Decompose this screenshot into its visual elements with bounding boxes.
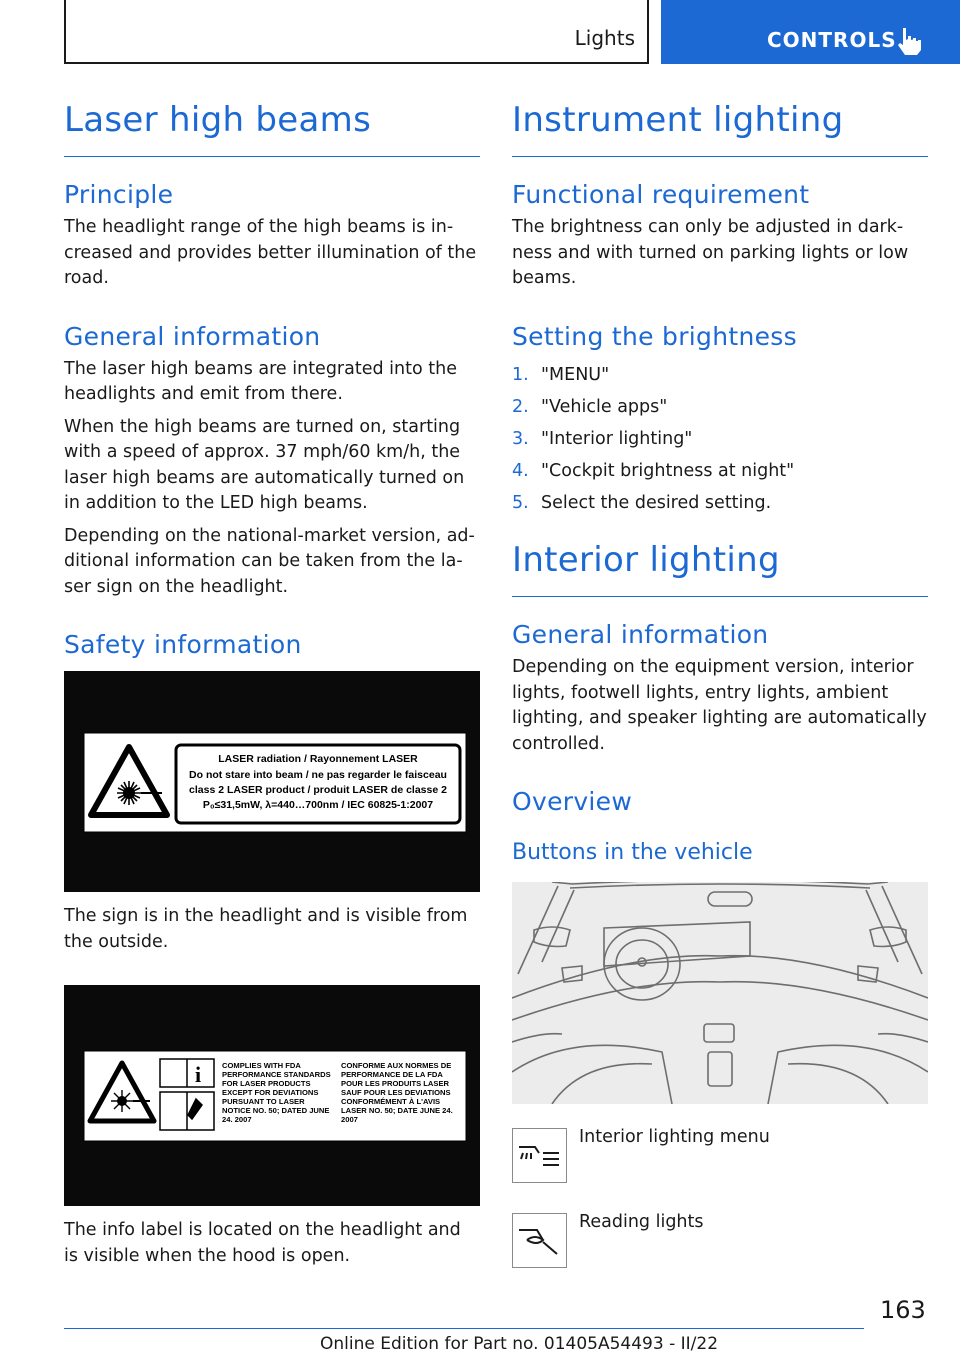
heading-overview: Overview — [512, 787, 633, 816]
info-label-fr-6: LASER NO. 50; DATE JUNE 24. — [341, 1106, 453, 1115]
info-label-en-5: PURSUANT TO LASER — [222, 1097, 305, 1106]
section-title-interior-lighting: Interior lighting — [512, 536, 928, 597]
laser-label-line-4: P₀≤31,5mW, λ=440…700nm / IEC 60825-1:2007 — [202, 799, 434, 811]
laser-info-label-image — [64, 985, 480, 1206]
info-label-en-3: FOR LASER PRODUCTS — [222, 1079, 311, 1088]
info-label-en-1: COMPLIES WITH FDA — [222, 1061, 301, 1070]
heading-buttons-in-vehicle: Buttons in the vehicle — [512, 840, 753, 865]
heading-general-information: General information — [64, 321, 321, 351]
heading-setting-brightness: Setting the brightness — [512, 321, 797, 351]
info-label-en-7: 24. 2007 — [222, 1115, 252, 1124]
info-label-fr-5: CONFORMÉMENT À L'AVIS — [341, 1097, 441, 1106]
step-item: 2. "Vehicle apps" — [512, 396, 668, 417]
info-label-en-4: EXCEPT FOR DEVIATIONS — [222, 1088, 319, 1097]
step-item: 4. "Cockpit brightness at night" — [512, 460, 795, 481]
laser-label-line-1: LASER radiation / Rayonnement LASER — [218, 753, 418, 765]
heading-functional-requirement: Functional requirement — [512, 180, 810, 209]
left-column — [64, 96, 480, 1276]
laser-warning-sign-image — [64, 671, 480, 892]
button-reading-lights-row — [512, 1205, 928, 1268]
interior-lighting-menu-label: Interior lighting menu — [579, 1127, 770, 1147]
info-label-en-6: NOTICE NO. 50; DATED JUNE — [222, 1106, 330, 1115]
footer-divider — [64, 1328, 864, 1329]
step-item: 1. "MENU" — [512, 364, 610, 385]
info-label-fr-4: SAUF POUR LES DEVIATIONS — [341, 1088, 451, 1097]
step-item: 3. "Interior lighting" — [512, 428, 693, 449]
hand-pointer-icon — [895, 26, 923, 56]
general-paragraph-1: The laser high beams are integrated into the headlights and emit from there. — [64, 358, 457, 404]
section-title-instrument-lighting: Instrument lighting — [512, 96, 928, 157]
heading-principle: Principle — [64, 180, 174, 209]
header-chapter-tab — [661, 0, 960, 64]
button-interior-lighting-menu-row — [512, 1120, 928, 1183]
general-paragraph-3: Depending on the national-market version, ad-ditional information can be taken from the la-ser sign on the headlight. — [64, 525, 475, 597]
section-title-laser-high-beams: Laser high beams — [64, 96, 480, 157]
reading-lights-label: Reading lights — [579, 1212, 704, 1232]
laser-sign-caption: The sign is in the headlight and is visible from the outside. — [64, 906, 468, 952]
laser-label-line-2: Do not stare into beam / ne pas regarder le faisceau — [189, 769, 447, 781]
svg-text:i: i — [194, 1062, 202, 1087]
header-chapter-title: CONTROLS — [767, 28, 897, 52]
footer-edition-text: Online Edition for Part no. 01405A54493 - II/22 — [320, 1334, 719, 1354]
header-section-tab — [64, 0, 649, 64]
brightness-steps-list — [512, 363, 928, 517]
info-label-fr-1: CONFORME AUX NORMES DE — [341, 1061, 452, 1070]
heading-safety-information: Safety information — [64, 630, 302, 659]
header-section-title: Lights — [574, 26, 635, 50]
laser-label-line-3: class 2 LASER product / produit LASER de classe 2 — [189, 784, 447, 796]
functional-requirement-text: The brightness can only be adjusted in dark-ness and with turned on parking lights or low beams. — [512, 217, 909, 288]
right-column — [512, 96, 928, 1290]
reading-light-icon — [512, 1213, 567, 1268]
heading-interior-general-information: General information — [512, 620, 769, 649]
interior-general-text: Depending on the equipment version, interior lights, footwell lights, entry lights, ambient lighting, and speaker lighting are automatically controlled. — [512, 657, 927, 754]
info-label-fr-3: POUR LES PRODUITS LASER — [341, 1079, 450, 1088]
info-label-caption: The info label is located on the headlight and is visible when the hood is open. — [64, 1220, 461, 1266]
principle-text: The headlight range of the high beams is in-creased and provides better illumination of the road. — [64, 217, 477, 288]
info-label-en-2: PERFORMANCE STANDARDS — [222, 1070, 331, 1079]
page-number: 163 — [880, 1296, 926, 1324]
info-label-fr-2: PERFORMANCE DE LA FDA — [341, 1070, 443, 1079]
info-label-fr-7: 2007 — [341, 1115, 358, 1124]
general-paragraph-2: When the high beams are turned on, starting with a speed of approx. 37 mph/60 km/h, the laser high beams are automatically turned on in addition to the LED high beams. — [64, 416, 465, 513]
interior-lighting-menu-icon — [512, 1128, 567, 1183]
step-item: 5. Select the desired setting. — [512, 492, 772, 513]
vehicle-interior-illustration — [512, 882, 928, 1104]
